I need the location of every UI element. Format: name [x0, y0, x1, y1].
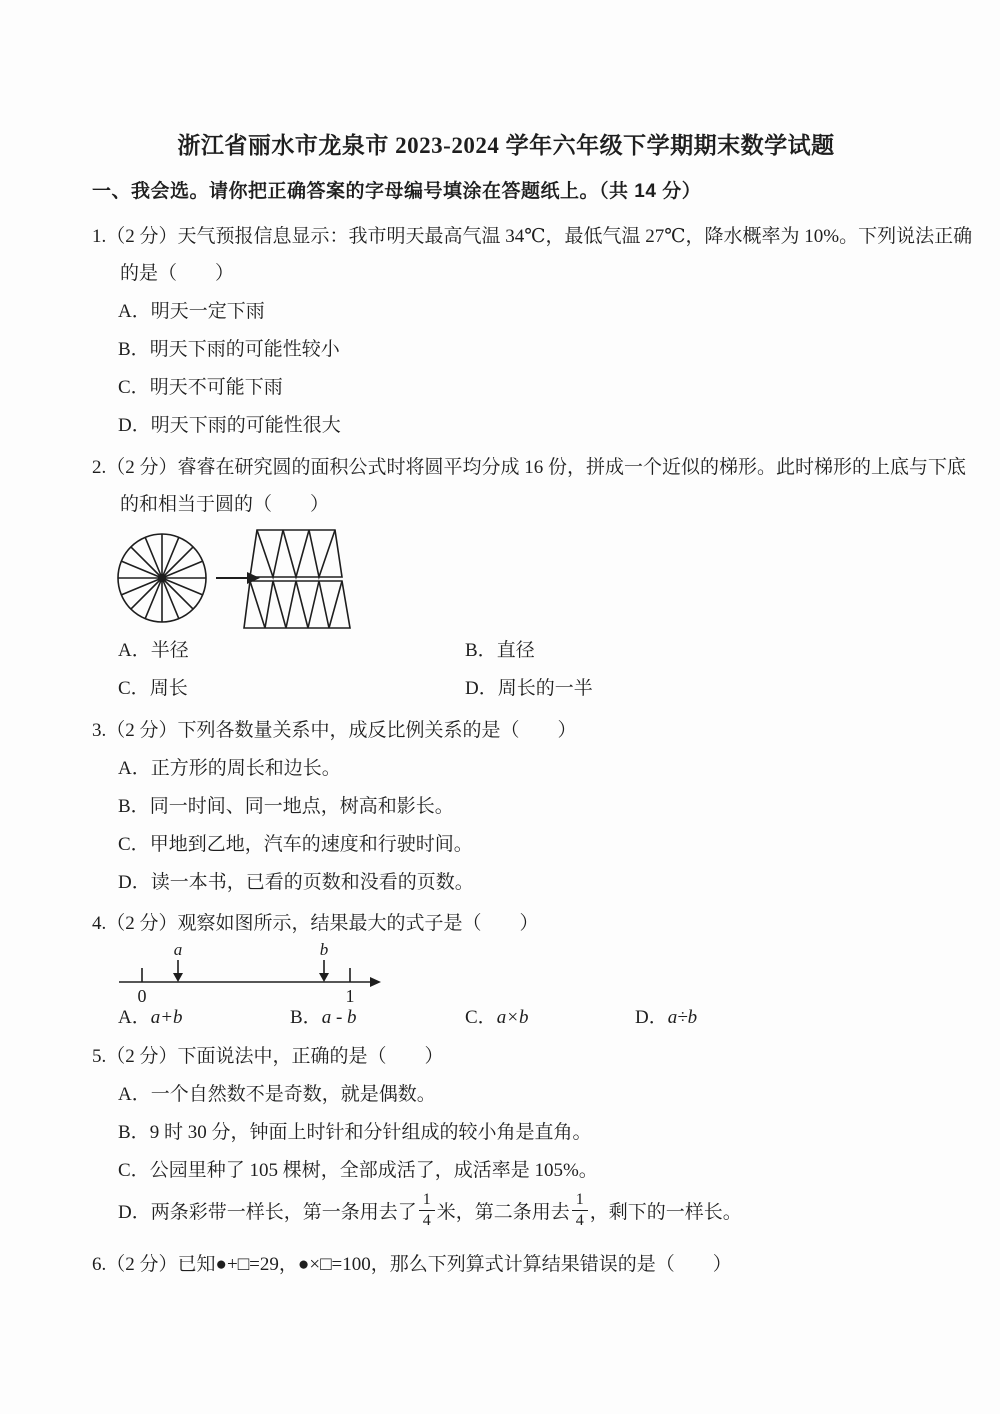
- options-row: [92, 1006, 920, 1030]
- question-2: [92, 456, 967, 701]
- down-arrow-icon: [319, 973, 329, 982]
- question-stem-text: （2 分）下列各数量关系中，成反比例关系的是（ ）: [106, 720, 577, 741]
- option-label: C．: [118, 1160, 150, 1181]
- option-text-pre: 两条彩带一样长，第一条用去了: [150, 1201, 417, 1223]
- question-stem: [92, 719, 920, 743]
- option-b: [290, 1006, 465, 1030]
- question-number: 4.: [92, 913, 107, 934]
- option-text-mid: 米，第二条用去: [436, 1201, 570, 1223]
- option-d: [92, 871, 920, 895]
- question-4: [92, 912, 920, 1030]
- fraction-one-quarter: [572, 1191, 588, 1229]
- question-stem-continuation: 的和相当于圆的（ ）: [120, 494, 330, 515]
- option-text-post: ，剩下的一样长。: [589, 1201, 742, 1223]
- option-text: 周长的一半: [497, 678, 593, 699]
- option-text: 公园里种了 105 棵树，全部成活了，成活率是 105%。: [149, 1160, 598, 1181]
- option-c: [118, 677, 465, 701]
- option-b: [92, 1121, 920, 1145]
- option-text: a×b: [496, 1007, 529, 1028]
- option-a: [118, 639, 465, 663]
- question-stem: [92, 456, 967, 480]
- option-label: B．: [118, 339, 150, 360]
- option-label: A．: [118, 301, 151, 322]
- point-b-label: b: [319, 942, 329, 959]
- question-number: 2.: [92, 457, 107, 478]
- option-text: 明天下雨的可能性很大: [150, 415, 341, 436]
- right-arrow-icon: [216, 572, 260, 584]
- option-label: C．: [118, 678, 150, 699]
- option-text: 直径: [496, 640, 535, 661]
- option-a: [92, 757, 920, 781]
- question-stem-text: （2 分）睿睿在研究圆的面积公式时将圆平均分成 16 份，拼成一个近似的梯形。此时梯形的上底与下底: [106, 457, 967, 478]
- trapezoid-of-triangles: [244, 530, 350, 628]
- option-d: [465, 677, 920, 701]
- option-b: [465, 639, 920, 663]
- circle-to-trapezoid-figure: [116, 525, 920, 629]
- option-label: D．: [118, 1201, 151, 1223]
- option-text: 明天下雨的可能性较小: [149, 339, 340, 360]
- question-stem-text: （2 分）观察如图所示，结果最大的式子是（ ）: [106, 913, 539, 934]
- question-stem-text: （2 分）天气预报信息显示：我市明天最高气温 34℃，最低气温 27℃，降水概率为 10%。下列说法正确: [106, 226, 973, 247]
- option-label: A．: [118, 1084, 151, 1105]
- option-text: 半径: [150, 640, 189, 661]
- question-6: [92, 1253, 920, 1277]
- number-line: [119, 968, 381, 1004]
- fraction-one-quarter: [419, 1191, 435, 1229]
- option-label: A．: [118, 758, 151, 779]
- axis-arrowhead-icon: [370, 977, 381, 987]
- option-label: B．: [290, 1007, 322, 1028]
- question-stem-text: （2 分）已知●+□=29，●×□=100，那么下列算式计算结果错误的是（ ）: [106, 1254, 732, 1276]
- option-label: C．: [465, 1007, 497, 1028]
- options-grid: [92, 639, 920, 701]
- point-a-marker: [173, 942, 183, 982]
- question-stem: [92, 1253, 920, 1277]
- question-stem-text: （2 分）下面说法中，正确的是（ ）: [106, 1046, 444, 1067]
- option-text: 甲地到乙地，汽车的速度和行驶时间。: [149, 834, 473, 855]
- option-c: [92, 833, 920, 857]
- option-b: [92, 795, 920, 819]
- option-label: D．: [465, 678, 498, 699]
- question-3: [92, 719, 920, 895]
- down-arrow-icon: [173, 973, 183, 982]
- question-number: 3.: [92, 720, 107, 741]
- tick-label-1: 1: [345, 986, 355, 1004]
- option-b: [92, 338, 920, 362]
- option-label: A．: [118, 640, 151, 661]
- question-stem: [92, 1045, 920, 1069]
- option-label: B．: [465, 640, 497, 661]
- fraction-denominator: 4: [422, 1211, 431, 1229]
- option-a: [92, 1083, 920, 1107]
- option-text: a+b: [150, 1007, 183, 1028]
- option-d: [92, 414, 920, 438]
- option-label: C．: [118, 834, 150, 855]
- option-text: 9 时 30 分，钟面上时针和分针组成的较小角是直角。: [149, 1122, 592, 1143]
- question-stem: [92, 225, 973, 249]
- option-label: B．: [118, 796, 150, 817]
- option-c: [465, 1006, 635, 1030]
- option-a: [92, 300, 920, 324]
- tick-label-0: 0: [137, 986, 147, 1004]
- point-b-marker: [319, 942, 329, 982]
- fraction-numerator: 1: [419, 1191, 435, 1211]
- option-a: [118, 1006, 290, 1030]
- option-label: D．: [635, 1007, 668, 1028]
- question-number: 5.: [92, 1046, 107, 1067]
- option-text: 一个自然数不是奇数，就是偶数。: [150, 1084, 436, 1105]
- question-1: [92, 225, 973, 438]
- option-label: A．: [118, 1007, 151, 1028]
- option-label: D．: [118, 415, 151, 436]
- question-stem: [92, 912, 920, 936]
- option-d: [92, 1191, 920, 1229]
- option-text: 读一本书，已看的页数和没看的页数。: [150, 872, 474, 893]
- option-label: B．: [118, 1122, 150, 1143]
- question-number: 1.: [92, 226, 107, 247]
- question-5: [92, 1045, 920, 1229]
- option-c: [92, 376, 920, 400]
- option-text: 同一时间、同一地点，树高和影长。: [149, 796, 454, 817]
- option-text: 正方形的周长和边长。: [150, 758, 341, 779]
- page-title: 浙江省丽水市龙泉市 2023-2024 学年六年级下学期期末数学试题: [177, 133, 835, 158]
- option-text: 明天不可能下雨: [149, 377, 283, 398]
- option-d: [635, 1006, 920, 1030]
- section-heading: 一、我会选。请你把正确答案的字母编号填涂在答题纸上。（共 14 分）: [92, 181, 702, 202]
- question-number: 6.: [92, 1254, 107, 1276]
- option-text: a - b: [321, 1007, 357, 1028]
- fraction-denominator: 4: [575, 1211, 584, 1229]
- option-text: a÷b: [667, 1007, 698, 1028]
- option-text: 明天一定下雨: [150, 301, 265, 322]
- question-stem-continuation: 的是（ ）: [120, 263, 235, 284]
- circle-16-sectors: [118, 534, 206, 622]
- point-a-label: a: [173, 942, 183, 959]
- option-text: 周长: [149, 678, 188, 699]
- option-label: C．: [118, 377, 150, 398]
- option-c: [92, 1159, 920, 1183]
- fraction-numerator: 1: [572, 1191, 588, 1211]
- option-label: D．: [118, 872, 151, 893]
- number-line-figure: [117, 942, 920, 1004]
